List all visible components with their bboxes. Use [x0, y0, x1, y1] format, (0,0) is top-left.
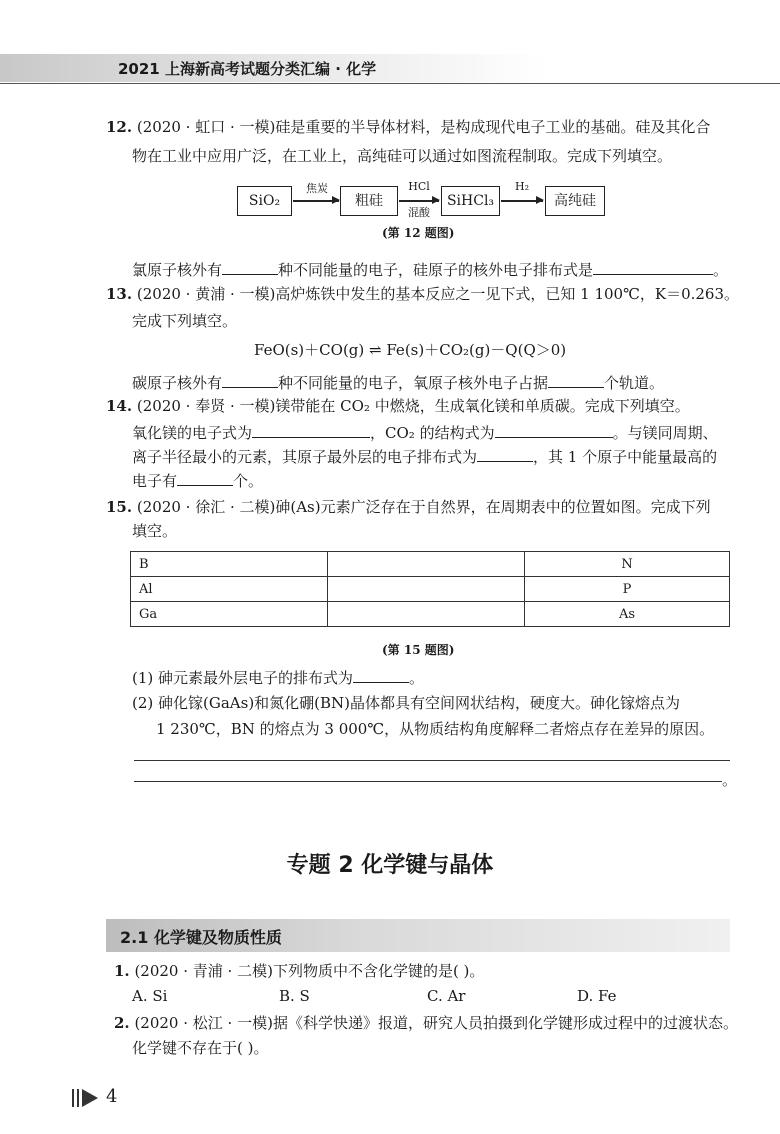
q13-fill-text3: 个轨道。 — [604, 374, 665, 392]
q12-fill-text2: 种不同能量的电子，硅原子的核外电子排布式是 — [278, 261, 594, 279]
flow-arrow-3 — [501, 200, 543, 202]
q13-fill-line — [132, 372, 664, 393]
flow-label-coke: 焦炭 — [306, 182, 328, 195]
table-row — [131, 602, 730, 627]
q15-sub2-line2: 1 230℃，BN 的熔点为 3 000℃，从物质结构角度解释二者熔点存在差异的原因。 — [156, 720, 715, 738]
flow-label-mixed-acid: 混酸 — [408, 206, 430, 219]
flow-box-sihcl3: SiHCl₃ — [441, 186, 500, 216]
q14-text1: (2020 · 奉贤 · 一模)镁带能在 CO₂ 中燃烧，生成氧化镁和单质碳。完成下列填空。 — [136, 397, 690, 415]
q12-fill-line — [132, 259, 728, 280]
table-row — [131, 552, 730, 577]
q15-sub2-line1: (2) 砷化镓(GaAs)和氮化硼(BN)晶体都具有空间网状结构，硬度大。砷化镓熔点为 — [132, 694, 681, 712]
table-cell: Al — [131, 577, 328, 602]
q14-blank3[interactable] — [477, 446, 533, 462]
q13-blank1[interactable] — [222, 372, 278, 388]
table-cell: B — [131, 552, 328, 577]
q13-text1: (2020 · 黄浦 · 一模)高炉炼铁中发生的基本反应之一见下式，已知 1 100℃，K＝0.263。 — [136, 285, 740, 303]
q15-number: 15. — [106, 498, 133, 516]
q14-fill-line3 — [132, 470, 263, 491]
s1q1-text: (2020 · 青浦 · 二模)下列物质中不含化学键的是( )。 — [134, 962, 485, 980]
q13-blank2[interactable] — [548, 372, 604, 388]
q15-caption: (第 15 题图) — [382, 643, 455, 657]
q14-fill-line1 — [132, 422, 718, 443]
s1q1-option-a[interactable]: A. Si — [132, 987, 168, 1005]
q14-blank1[interactable] — [252, 422, 370, 438]
s1q2-text2: 化学键不存在于( )。 — [132, 1039, 269, 1057]
q14-fill-text3: 。与镁同周期、 — [612, 424, 718, 442]
subsection-title: 2.1 化学键及物质性质 — [120, 928, 282, 947]
flow-arrow-2 — [399, 200, 439, 202]
s1q2-number: 2. — [114, 1014, 130, 1032]
q15-blank1[interactable] — [353, 667, 409, 683]
q14-blank2[interactable] — [495, 422, 613, 438]
q15-sub1-text: (1) 砷元素最外层电子的排布式为 — [132, 669, 354, 687]
q14-fill-text2: ，CO₂ 的结构式为 — [370, 424, 495, 442]
q14-fill-text5: ，其 1 个原子中能量最高的 — [533, 448, 718, 466]
flow-arrow-1 — [293, 200, 339, 202]
flow-box-sio2: SiO₂ — [237, 186, 292, 216]
q13-fill-text1: 碳原子核外有 — [132, 374, 223, 392]
footer-arrow-icon — [82, 1089, 98, 1107]
q12-fill-text1: 氯原子核外有 — [132, 261, 223, 279]
periodic-table-fragment — [130, 551, 730, 627]
flow-label-hcl: HCl — [408, 180, 430, 193]
table-cell: P — [525, 577, 730, 602]
answer-line[interactable] — [134, 760, 730, 761]
table-cell — [328, 552, 525, 577]
answer-line[interactable] — [134, 781, 722, 782]
q12-caption: (第 12 题图) — [382, 226, 455, 240]
q14-fill-text1: 氧化镁的电子式为 — [132, 424, 253, 442]
s1q1-option-d[interactable]: D. Fe — [577, 987, 617, 1005]
q15-text2: 填空。 — [132, 522, 178, 540]
q13-fill-text2: 种不同能量的电子，氧原子核外电子占据 — [278, 374, 549, 392]
q13-text2: 完成下列填空。 — [132, 312, 238, 330]
s1q2-line1 — [114, 1013, 738, 1033]
q14-blank4[interactable] — [177, 470, 233, 486]
section-title: 专题 2 化学键与晶体 — [286, 853, 494, 878]
q14-number: 14. — [106, 397, 133, 415]
q15-text1: (2020 · 徐汇 · 二模)砷(As)元素广泛存在于自然界，在周期表中的位置如图。完成下列 — [136, 498, 711, 516]
q12-number: 12. — [106, 118, 133, 136]
q15-end-mark: 。 — [722, 771, 738, 789]
q12-text1: (2020 · 虹口 · 一模)硅是重要的半导体材料，是构成现代电子工业的基础。硅及其化合 — [136, 118, 711, 136]
q15-sub1 — [132, 667, 424, 688]
s1q1-line — [114, 961, 484, 981]
q13-number: 13. — [106, 285, 133, 303]
q14-fill-text7: 个。 — [233, 472, 264, 490]
header-band — [0, 54, 780, 82]
q14-fill-text6: 电子有 — [132, 472, 178, 490]
q12-line1 — [106, 117, 710, 137]
table-cell — [328, 577, 525, 602]
flow-box-crude-si: 粗硅 — [340, 186, 398, 216]
q12-blank1[interactable] — [222, 259, 278, 275]
header-title: 2021 上海新高考试题分类汇编 · 化学 — [118, 60, 377, 78]
q12-fill-text3: 。 — [713, 261, 729, 279]
q15-sub1-end: 。 — [409, 669, 425, 687]
table-cell — [328, 602, 525, 627]
flow-box-pure-si: 高纯硅 — [545, 186, 605, 216]
table-cell: Ga — [131, 602, 328, 627]
s1q2-text1: (2020 · 松江 · 一模)据《科学快递》报道，研究人员拍摄到化学键形成过程中的过渡状态。 — [134, 1014, 738, 1032]
q13-line1 — [106, 284, 739, 304]
q15-line1 — [106, 497, 711, 517]
q13-equation: FeO(s)＋CO(g) ⇌ Fe(s)＋CO₂(g)－Q(Q＞0) — [254, 341, 567, 359]
q14-line1 — [106, 396, 690, 416]
table-row — [131, 577, 730, 602]
q12-text2: 物在工业中应用广泛，在工业上，高纯硅可以通过如图流程制取。完成下列填空。 — [132, 147, 673, 165]
q14-fill-line2 — [132, 446, 717, 467]
q12-blank2[interactable] — [593, 259, 713, 275]
s1q1-option-c[interactable]: C. Ar — [427, 987, 466, 1005]
header-rule — [0, 83, 780, 84]
q14-fill-text4: 离子半径最小的元素，其原子最外层的电子排布式为 — [132, 448, 478, 466]
s1q1-number: 1. — [114, 962, 130, 980]
table-cell: As — [525, 602, 730, 627]
table-cell: N — [525, 552, 730, 577]
flow-label-h2: H₂ — [514, 180, 529, 193]
s1q1-option-b[interactable]: B. S — [279, 987, 310, 1005]
page-number: 4 — [106, 1086, 118, 1107]
